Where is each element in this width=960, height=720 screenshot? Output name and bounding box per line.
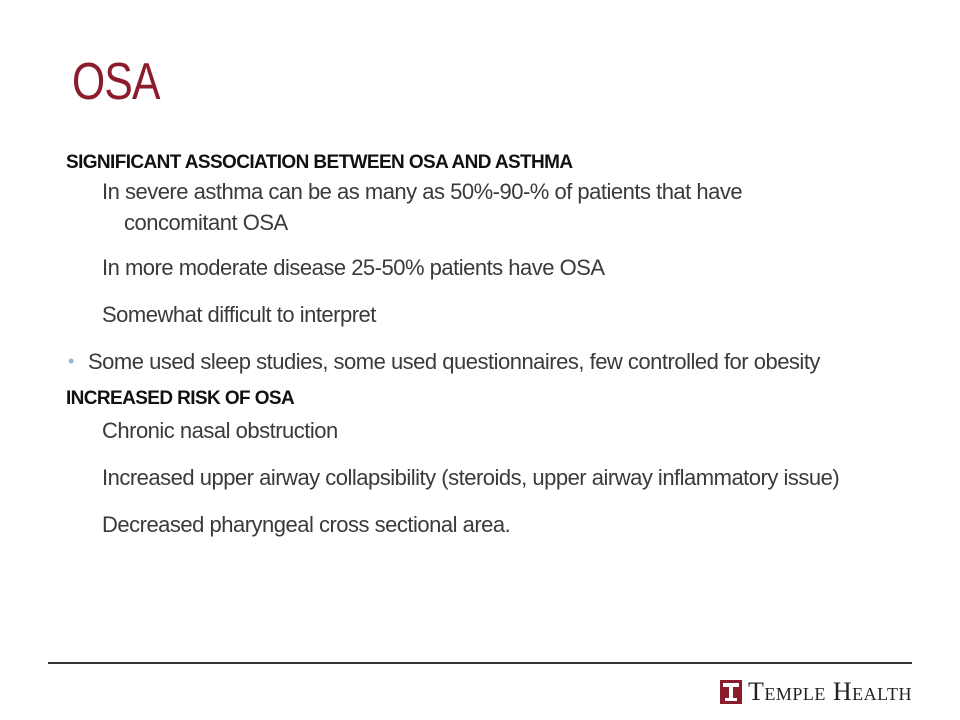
bullet-dot-icon: • — [68, 351, 74, 371]
sub-item-nasal-obstruction: Chronic nasal obstruction — [102, 418, 338, 443]
bullet-item-sleep-studies — [66, 346, 936, 377]
section-heading-association: SIGNIFICANT ASSOCIATION BETWEEN OSA AND ASTHMA — [66, 152, 573, 173]
slide-title: OSA — [72, 53, 160, 111]
section-heading-risk: INCREASED RISK OF OSA — [66, 388, 295, 409]
temple-t-logo-icon — [720, 680, 742, 704]
sub-item-pharyngeal-area: Decreased pharyngeal cross sectional area. — [102, 512, 511, 537]
footer-divider — [48, 662, 912, 664]
bullet-item-text: Some used sleep studies, some used questionnaires, few controlled for obesity — [88, 349, 820, 374]
sub-item-text: In severe asthma can be as many as 50%-90-% of patients that have — [102, 179, 743, 204]
temple-health-logo — [720, 678, 912, 706]
sub-item-moderate-disease: In more moderate disease 25-50% patients have OSA — [102, 255, 605, 280]
sub-item-airway-collapsibility: Increased upper airway collapsibility (steroids, upper airway inflammatory issue) — [102, 465, 840, 490]
slide-content — [66, 150, 936, 540]
logo-wordmark: Temple Health — [748, 677, 912, 706]
sub-item-severe-asthma — [66, 176, 936, 238]
sub-item-interpret: Somewhat difficult to interpret — [102, 302, 376, 327]
sub-item-continuation: concomitant OSA — [124, 210, 288, 235]
